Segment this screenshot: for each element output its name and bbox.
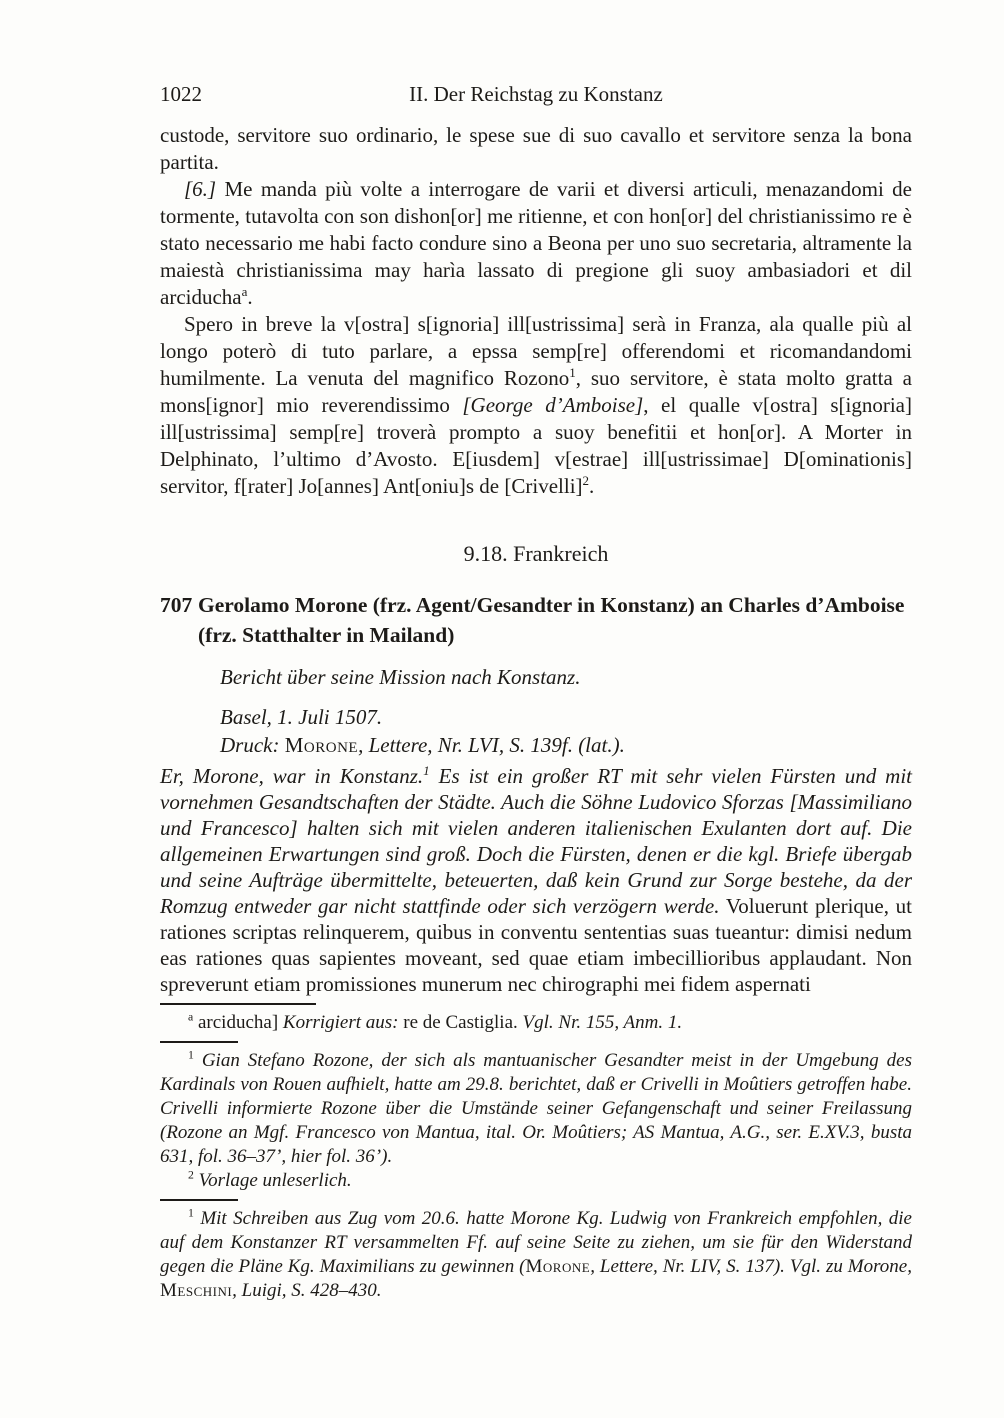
apparatus-ref-a: a	[241, 284, 248, 299]
letter-paragraph-3-rest: , el qualle v[ostra] s[ignoria] ill[ustrissima] semp[re] troverà prompto a suoy benefitii et hon[or]. A Morter in Delphinato, l’ultimo d’Avosto. E[iusdem] v[estrae] ill[ustrissimae] D[ominationis] servitor, f[rater] Jo[annes] Ant[oniu]s de [Crivelli]	[160, 393, 913, 498]
footnote-1	[160, 1049, 912, 1169]
bottom-footnote-author-1: Morone	[525, 1256, 591, 1277]
footnote-block-1	[160, 1049, 912, 1193]
editorial-insert: [George d’Amboise]	[462, 393, 644, 417]
print-author: Morone	[284, 732, 359, 757]
page-header	[160, 80, 912, 108]
apparatus-lemma: arciducha]	[193, 1012, 283, 1033]
letter-paragraph-2	[160, 176, 912, 311]
letter-paragraph-3-lead: Spero in breve la v[ostra] s[ignoria] ill[ustrissima] serà in Franza, ala qualle più al longo poterò di tuto parlare, a epssa semp[re] offerendomi et ricomandandomi humilmente. La venuta del magnifico Rozono	[160, 312, 912, 390]
bottom-footnote-1-part1: Mit Schreiben aus Zug vom 20.6. hatte Morone Kg. Ludwig von Frankreich empfohlen, die auf dem Konstanzer RT versammelten Ff. auf seine Seite zu ziehen, um sie für den Widerstand gegen die Pläne Kg. Maximilians zu gewinnen (	[160, 1208, 912, 1277]
letter-paragraph-1-text: custode, servitore suo ordinario, le spese sue di suo cavallo et servitore senza la bona partita.	[160, 123, 912, 174]
apparatus-notes	[160, 1011, 912, 1035]
entry-subject: Bericht über seine Mission nach Konstanz.	[220, 665, 581, 689]
letter-paragraph-3-mid: , suo servitore, è stata molto gratta a mons[ignor] mio reverendissimo	[160, 366, 913, 417]
footnote-2-ref: 2	[188, 1168, 194, 1182]
footnote-block-2	[160, 1207, 912, 1303]
entry-title: Gerolamo Morone (frz. Agent/Gesandter in Konstanz) an Charles d’Amboise (frz. Statthalter in Mailand)	[198, 593, 905, 647]
footnote-rule-1	[160, 1041, 238, 1043]
bottom-footnote-author-2: Meschini	[160, 1280, 233, 1301]
bottom-footnote-1	[160, 1207, 912, 1303]
bottom-footnote-ref-1: 1	[423, 763, 430, 778]
entry-number: 707	[160, 593, 193, 617]
summary-paragraph	[160, 763, 912, 997]
footnote-rule-2	[160, 1199, 238, 1201]
apparatus-label-2: Vgl. Nr. 155, Anm. 1.	[522, 1012, 683, 1033]
letter-paragraph-1	[160, 122, 912, 176]
entry-dateline	[220, 704, 912, 759]
apparatus-note-a-ref: a	[188, 1010, 194, 1024]
bottom-footnote-1-part2: , Lettere, Nr. LIV, S. 137). Vgl. zu Morone,	[590, 1256, 912, 1277]
apparatus-rule	[160, 1003, 316, 1005]
footnote-ref-1: 1	[569, 365, 576, 380]
footnote-1-text: Gian Stefano Rozone, der sich als mantuanischer Gesandter meist in der Umgebung des Kardinals von Rouen aufhielt, hatte am 29.8. berichtet, daß er Crivelli in Moûtiers getroffen habe. Crivelli informierte Rozone über die Umstände seiner Gefangenschaft und seiner Freilassung (Rozone an Mgf. Francesco von Mantua, ital. Or. Moûtiers; AS Mantua, A.G., ser. E.XV.3, busta 631, fol. 36–37’, hier fol. 36’).	[160, 1050, 912, 1167]
entry-print-note	[220, 732, 912, 760]
bottom-footnote-1-ref: 1	[188, 1206, 194, 1220]
entry-heading	[160, 590, 912, 650]
summary-latin-text: Voluerunt plerique, ut rationes scriptas relinquerem, quibus in conventu sententias suas tueantur: dimisi nedum eas rationes quas sapientes moveant, sed quae etiam imbecillioribus applaudant. Non spreverunt etiam promissiones munerum nec chirographi mei fidem aspernati	[160, 894, 913, 996]
print-rest: , Lettere, Nr. LVI, S. 139f. (lat.).	[358, 732, 625, 757]
entry-place-date: Basel, 1. Juli 1507.	[220, 705, 383, 729]
footnote-2	[160, 1169, 912, 1193]
section-heading: 9.18. Frankreich	[463, 541, 609, 566]
apparatus-reading: re de Castiglia.	[398, 1012, 523, 1033]
summary-german-rest: Es ist ein großer RT mit sehr vielen Fürsten und mit vornehmen Gesandtschaften der Städte. Auch die Söhne Ludovico Sforzas [Massimiliano und Francesco] halten sich mit vielen anderen italienischen Exulanten dort auf. Die allgemeinen Erwartungen sind groß. Doch die Fürsten, denen er die kgl. Briefe übergab und seine Aufträge übermittelte, beteuerten, daß kein Grund zur Sorge bestehe, da der Romzug entweder gar nicht stattfinde oder sich verzögern werde.	[160, 764, 912, 918]
footnote-1-ref: 1	[188, 1048, 194, 1062]
letter-paragraph-2-text: Me manda più volte a interrogare de varii et diversi articuli, menazandomi de tormente, tutavolta con son dishon[or] me ritienne, et con hon[or] del christianissimo re è stato necessario me habi facto condure sino a Beona per uno suo secretaria, altramente la maiestà christianissima may harìa lassato di pregione gli suoy ambasiadori et dil arciducha	[160, 177, 912, 309]
summary-german-lead: Er, Morone, war in Konstanz.	[160, 764, 424, 788]
section-marker: [6.]	[184, 177, 217, 201]
apparatus-label-1: Korrigiert aus:	[282, 1012, 399, 1033]
page-number: 1022	[160, 82, 202, 106]
apparatus-note-a	[160, 1011, 912, 1035]
footnote-ref-2: 2	[582, 473, 590, 488]
entry-meta	[220, 664, 912, 759]
bottom-footnote-1-part3: , Luigi, S. 428–430.	[232, 1280, 382, 1301]
letter-paragraph-2-tail: .	[247, 285, 253, 309]
letter-text	[160, 122, 912, 500]
print-label: Druck:	[220, 732, 280, 757]
footnote-2-text: Vorlage unleserlich.	[193, 1170, 352, 1191]
running-head: II. Der Reichstag zu Konstanz	[409, 82, 663, 106]
letter-paragraph-3-tail: .	[589, 474, 595, 498]
letter-paragraph-3	[160, 311, 912, 500]
